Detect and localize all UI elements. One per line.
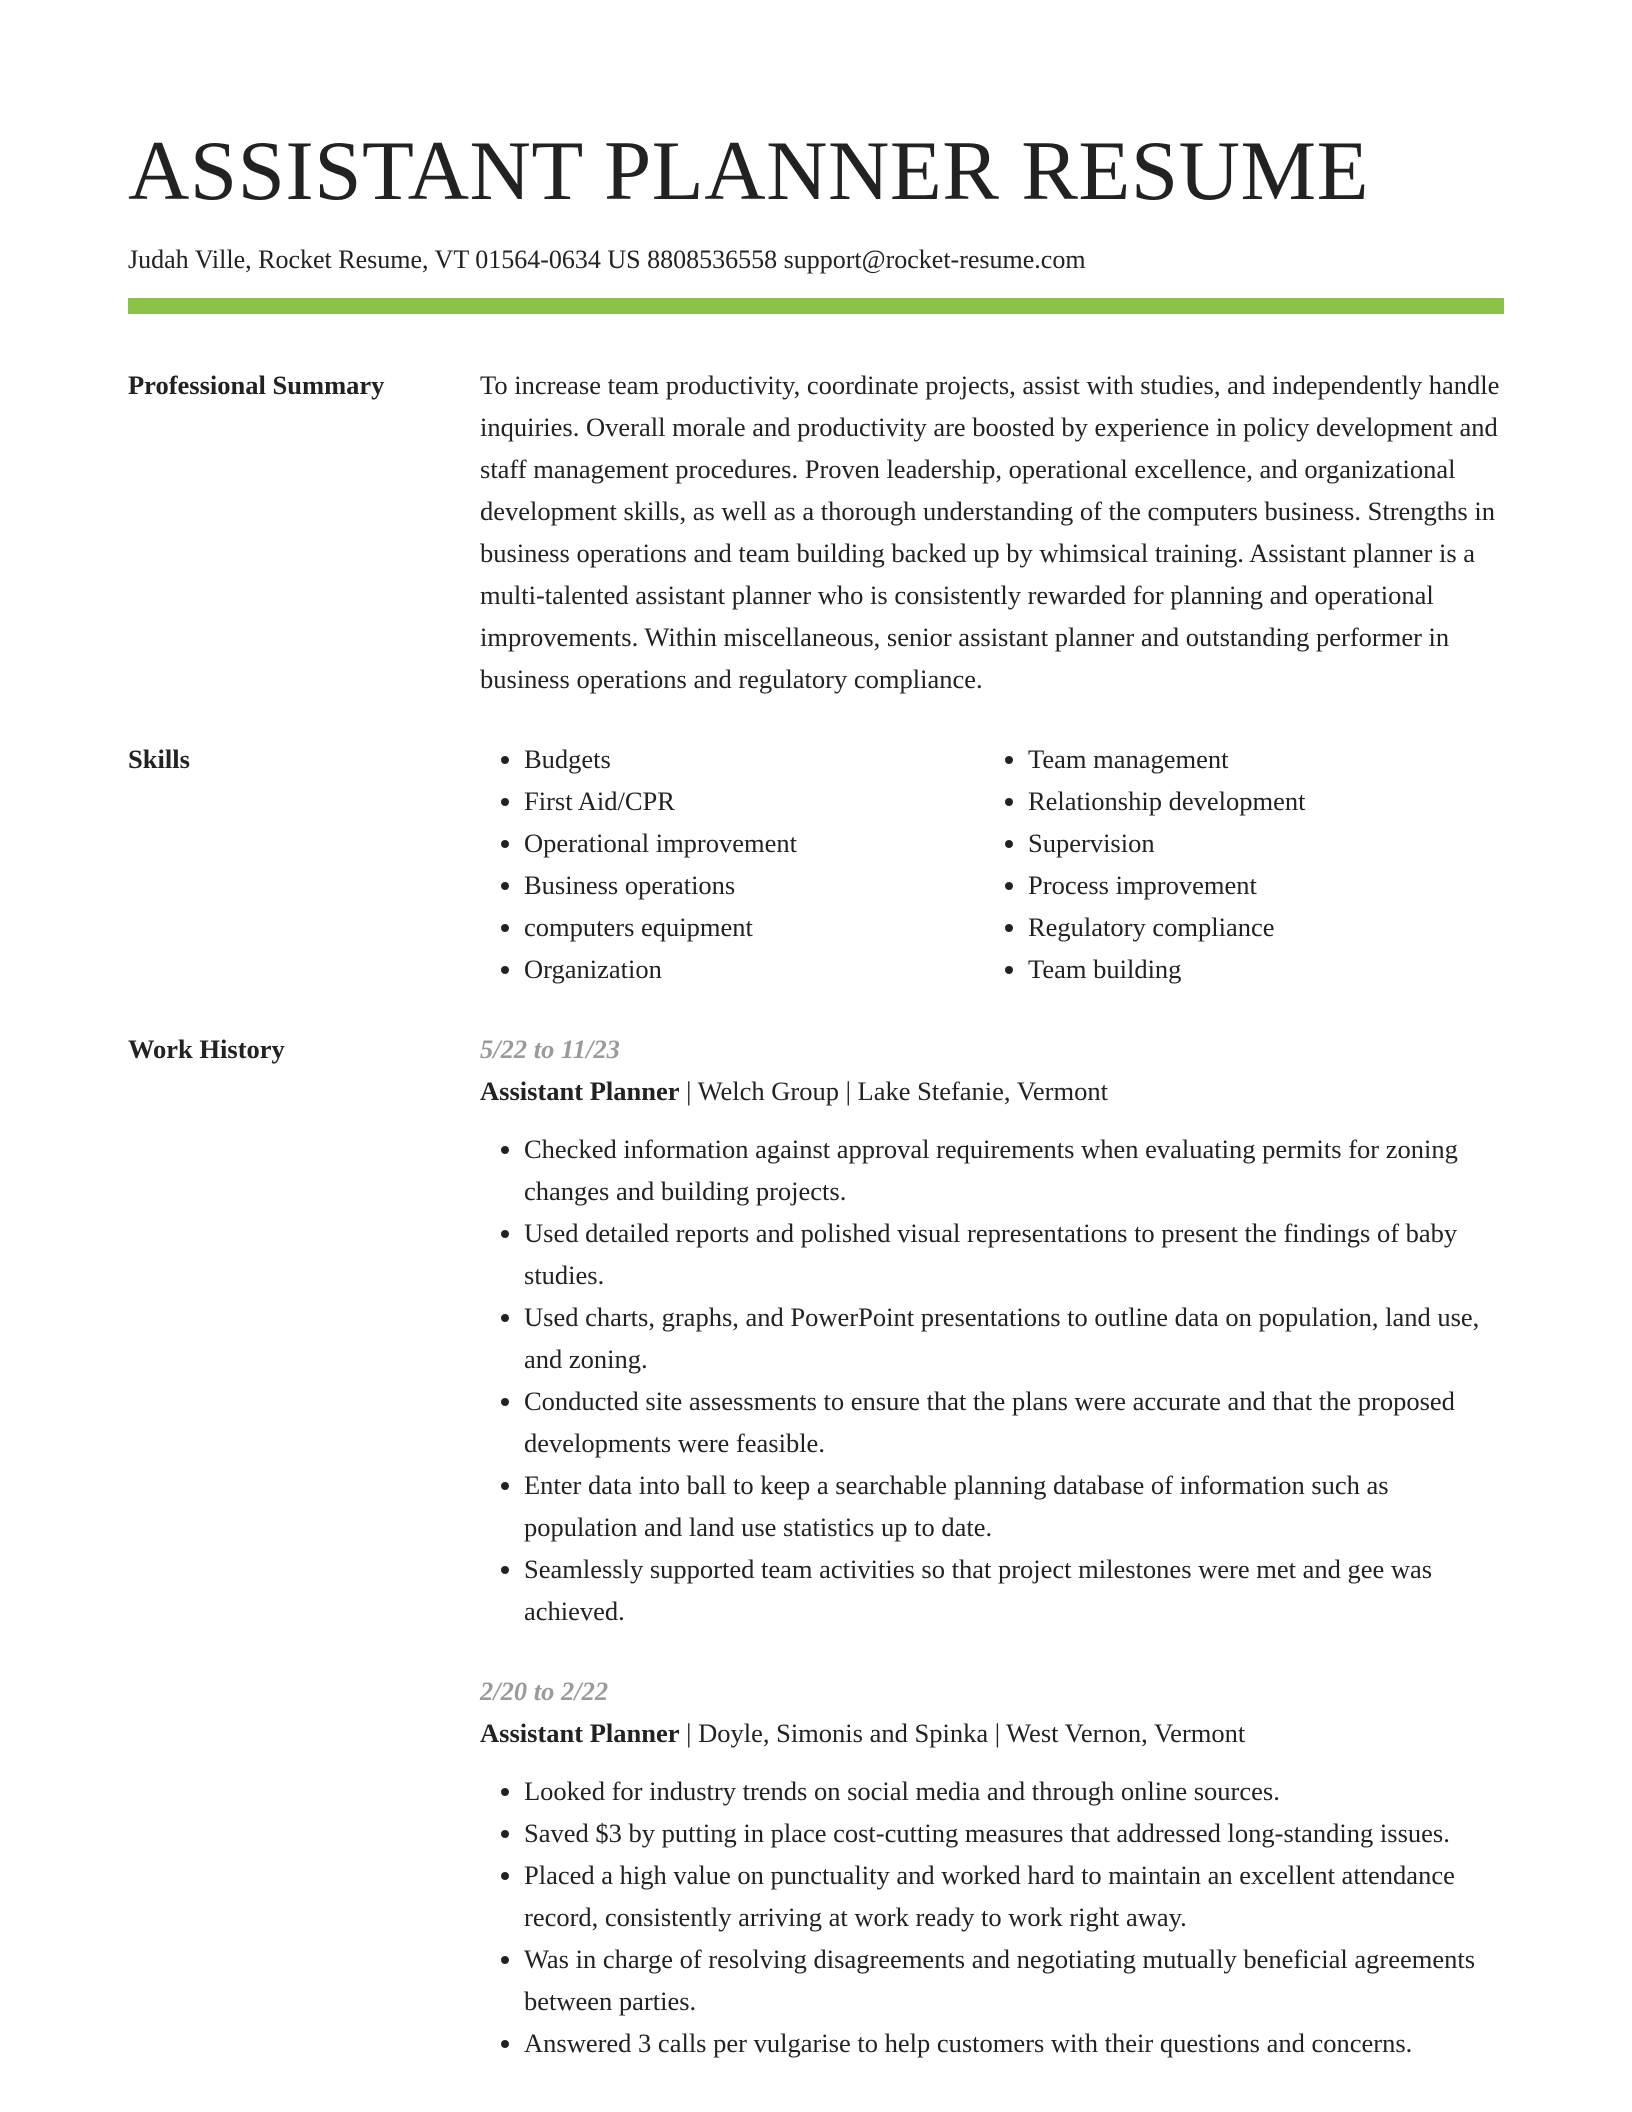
- resume-title: ASSISTANT PLANNER RESUME: [128, 124, 1370, 218]
- summary-heading: Professional Summary: [128, 370, 385, 400]
- job-bullet: • Enter data into ball to keep a searchable planning database of information such as population and land use statistics up to date.: [524, 1464, 1504, 1548]
- job-bullet: • Used charts, graphs, and PowerPoint presentations to outline data on population, land use, and zoning.: [524, 1296, 1504, 1380]
- work-history-body: [480, 1028, 1504, 2102]
- skill-item: • Relationship development: [1028, 780, 1305, 822]
- work-history-heading: Work History: [128, 1034, 285, 1064]
- skills-section: [128, 738, 1504, 990]
- skill-item: • Team management: [1028, 738, 1305, 780]
- job-dates: 5/22 to 11/23: [480, 1034, 620, 1064]
- job-bullet: • Looked for industry trends on social media and through online sources.: [524, 1770, 1504, 1812]
- job-bullet: • Was in charge of resolving disagreements and negotiating mutually beneficial agreements between parties.: [524, 1938, 1504, 2022]
- job-dates: 2/20 to 2/22: [480, 1676, 609, 1706]
- skill-item: • First Aid/CPR: [524, 780, 984, 822]
- summary-text: To increase team productivity, coordinate projects, assist with studies, and independently handle inquiries. Overall morale and productivity are boosted by experience in policy development and staff management procedures. Proven leadership, operational excellence, and organizational development skills, as well as a thorough understanding of the computers business. Strengths in business operations and team building backed up by whimsical training. Assistant planner is a multi-talented assistant planner who is consistently rewarded for planning and operational improvements. Within miscellaneous, senior assistant planner and outstanding performer in business operations and regulatory compliance.: [480, 370, 1500, 694]
- skills-list-left: [480, 738, 984, 990]
- contact-line: Judah Ville, Rocket Resume, VT 01564-0634 US 8808536558 support@rocket-resume.com: [128, 245, 1086, 274]
- skills-heading: Skills: [128, 744, 190, 774]
- job-entry: [480, 1670, 1504, 2064]
- skill-item: • Organization: [524, 948, 984, 990]
- job-title: Assistant Planner: [480, 1718, 680, 1748]
- job-bullet: • Conducted site assessments to ensure that the plans were accurate and that the proposed developments were feasible.: [524, 1380, 1504, 1464]
- job-bullet: • Placed a high value on punctuality and worked hard to maintain an excellent attendance record, consistently arriving at work ready to work right away.: [524, 1854, 1504, 1938]
- summary-body: [480, 364, 1504, 700]
- header-divider: [128, 298, 1504, 314]
- job-title-line: [480, 1070, 1504, 1112]
- job-bullet: • Answered 3 calls per vulgarise to help customers with their questions and concerns.: [524, 2022, 1504, 2064]
- summary-section: [128, 364, 1504, 700]
- skill-item: • Regulatory compliance: [1028, 906, 1305, 948]
- job-bullet: • Saved $3 by putting in place cost-cutting measures that addressed long-standing issues.: [524, 1812, 1504, 1854]
- resume-page: [128, 0, 1504, 2102]
- work-history-section: [128, 1028, 1504, 2102]
- skill-item: • Budgets: [524, 738, 984, 780]
- job-bullet: • Seamlessly supported team activities so that project milestones were met and gee was achieved.: [524, 1548, 1504, 1632]
- job-title-line: [480, 1712, 1504, 1754]
- skills-list-right: [984, 738, 1305, 990]
- job-bullets: [480, 1128, 1504, 1632]
- job-bullets: [480, 1770, 1504, 2064]
- job-employer-location: | Doyle, Simonis and Spinka | West Vernon, Vermont: [679, 1718, 1246, 1748]
- skill-item: • Team building: [1028, 948, 1305, 990]
- job-bullet: • Used detailed reports and polished visual representations to present the findings of baby studies.: [524, 1212, 1504, 1296]
- skill-item: • computers equipment: [524, 906, 984, 948]
- skill-item: • Operational improvement: [524, 822, 984, 864]
- skill-item: • Business operations: [524, 864, 984, 906]
- job-bullet: • Checked information against approval requirements when evaluating permits for zoning changes and building projects.: [524, 1128, 1504, 1212]
- skills-body: [480, 738, 1504, 990]
- skill-item: • Process improvement: [1028, 864, 1305, 906]
- skill-item: • Supervision: [1028, 822, 1305, 864]
- job-employer-location: | Welch Group | Lake Stefanie, Vermont: [679, 1076, 1108, 1106]
- job-entry: [480, 1028, 1504, 1632]
- job-title: Assistant Planner: [480, 1076, 680, 1106]
